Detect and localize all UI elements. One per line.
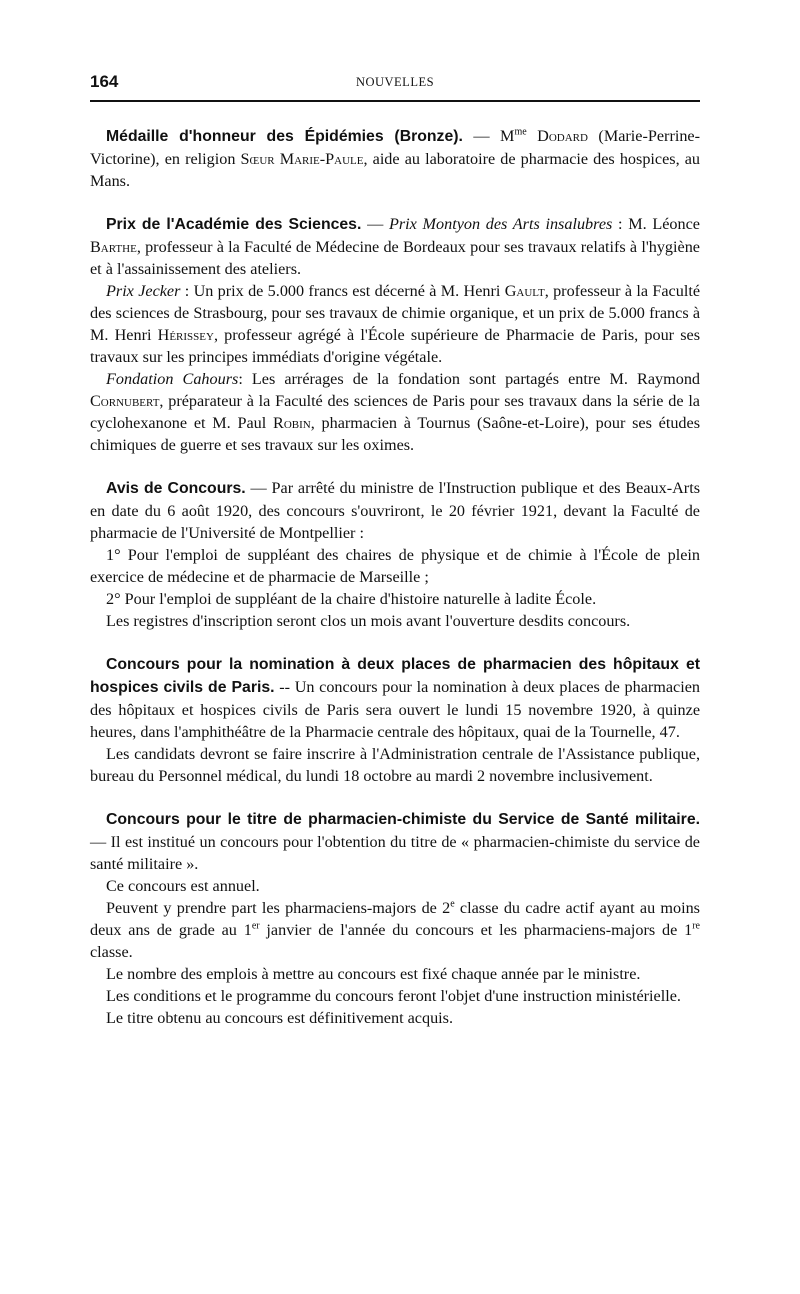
- prize-name: Prix Jecker: [106, 282, 181, 300]
- person-name: Gault: [504, 282, 545, 300]
- section-heading: Concours pour le titre de pharmacien-chimiste du Service de Santé militaire.: [106, 811, 700, 828]
- section-avis-concours: [90, 477, 700, 632]
- document-body: [90, 125, 700, 1050]
- section-heading: Avis de Concours.: [106, 480, 246, 497]
- paragraph: Concours pour le titre de pharmacien-chimiste du Service de Santé militaire. — Il est institué un concours pour l'obtention du titre de « pharmacien-chimiste du service de santé militaire ».: [90, 811, 700, 873]
- paragraph: 2° Pour l'emploi de suppléant de la chaire d'histoire naturelle à ladite École.: [106, 590, 597, 608]
- section-heading: Prix de l'Académie des Sciences.: [106, 216, 362, 233]
- person-name: Barthe: [90, 238, 137, 256]
- section-concours-hopitaux: [90, 653, 700, 787]
- page-header: [90, 72, 700, 96]
- paragraph: Concours pour la nomination à deux places de pharmacien des hôpitaux et hospices civils de Paris. -- Un concours pour la nomination à deux places de pharmacien des hôpitaux et hospices civils de Paris sera ouvert le lundi 15 novembre 1920, à quinze heures, dans l'amphithéâtre de la Pharmacie centrale des hôpitaux, quai de la Tournelle, 47.: [90, 656, 701, 741]
- header-rule: [90, 100, 700, 102]
- paragraph: Le nombre des emplois à mettre au concours est fixé chaque année par le ministre.: [106, 965, 641, 983]
- paragraph: Prix de l'Académie des Sciences. — Prix Montyon des Arts insalubres : M. Léonce Barthe, professeur à la Faculté de Médecine de Bordeaux pour ses travaux relatifs à l'hygiène et à l'assainissement des ateliers.: [90, 215, 700, 278]
- page-number: 164: [90, 72, 119, 91]
- section-concours-militaire: [90, 808, 700, 1029]
- prize-name: Fondation Cahours: [106, 370, 239, 388]
- paragraph: Les candidats devront se faire inscrire à l'Administration centrale de l'Assistance publique, bureau du Personnel médical, du lundi 18 octobre au mardi 2 novembre inclusivement.: [90, 745, 700, 785]
- running-title: NOUVELLES: [355, 75, 435, 89]
- section-medaille: [90, 125, 700, 192]
- section-academie: [90, 213, 700, 456]
- paragraph: Médaille d'honneur des Épidémies (Bronze). — $M^{me}$ Dodard (Marie-Perrine-Victorine), en religion Sœur Marie-Paule, aide au laboratoire de pharmacie des hospices, au Mans.: [90, 126, 701, 190]
- person-name: Sœur Marie-Paule: [240, 150, 364, 168]
- section-heading: Médaille d'honneur des Épidémies (Bronze).: [106, 128, 463, 145]
- paragraph: Avis de Concours. — Par arrêté du ministre de l'Instruction publique et des Beaux-Arts en date du 6 août 1920, des concours s'ouvriront, le 20 février 1921, devant la Faculté de pharmacie de l'Université de Montpellier :: [90, 479, 700, 542]
- paragraph: Fondation Cahours: Les arrérages de la fondation sont partagés entre M. Raymond Cornubert, préparateur à la Faculté des sciences de Paris pour ses travaux dans la série de la cyclohexanone et M. Paul Robin, pharmacien à Tournus (Saône-et-Loire), pour ses études chimiques de guerre et ses travaux sur les oximes.: [90, 370, 701, 454]
- paragraph: Le titre obtenu au concours est définitivement acquis.: [106, 1009, 454, 1027]
- paragraph: Prix Jecker : Un prix de 5.000 francs est décerné à M. Henri Gault, professeur à la Faculté des sciences de Strasbourg, pour ses travaux de chimie organique, et un prix de 5.000 francs à M. Henri Hérissey, professeur agrégé à l'École supérieure de Pharmacie de Paris, pour ses travaux sur les principes immédiats d'origine végétale.: [90, 282, 701, 366]
- person-name: Dodard: [537, 127, 588, 145]
- prize-name: Prix Montyon des Arts insalubres: [388, 215, 613, 233]
- person-name: Robin: [273, 414, 311, 432]
- section-heading: Concours pour la nomination à deux places de pharmacien des hôpitaux et hospices civils de Paris.: [90, 656, 700, 696]
- paragraph: 1° Pour l'emploi de suppléant des chaires de physique et de chimie à l'École de plein exercice de médecine et de pharmacie de Marseille ;: [90, 546, 700, 586]
- person-name: Cornubert: [90, 392, 160, 410]
- paragraph: Ce concours est annuel.: [106, 877, 260, 895]
- person-name: Hérissey: [157, 326, 214, 344]
- paragraph: Peuvent y prendre part les pharmaciens-majors de 2e classe du cadre actif ayant au moins deux ans de grade au 1er janvier de l'année du concours et les pharmaciens-majors de 1re classe.: [90, 898, 700, 961]
- paragraph: Les conditions et le programme du concours feront l'objet d'une instruction ministérielle.: [106, 987, 681, 1005]
- paragraph: Les registres d'inscription seront clos un mois avant l'ouverture desdits concours.: [106, 612, 631, 630]
